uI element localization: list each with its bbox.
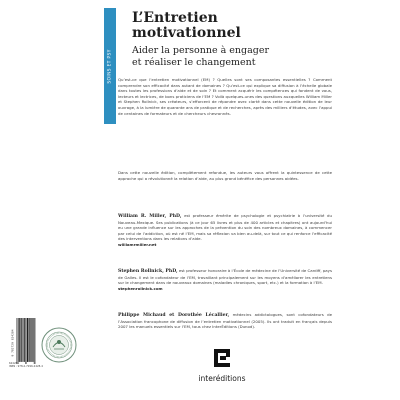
book-title-line-1: L’Entretien [132,10,218,26]
book-title-line-2: motivationnel [132,25,241,41]
author-name: Philippe Michaud et Dorothée Lécallier, [118,313,230,318]
description-paragraph-2: Dans cette nouvelle édition, complètement refondue, les auteurs vous offrent la quintessence de cette approche qui a révolutionné la relation d’aide, au plus grand bénéfice des personnes aidées. [118,170,332,181]
collection-label: SOINS ET PSY [107,48,113,84]
author-bio-text: est professeur émérite de psychologie et psychiatrie à l’université du Nouveau-Mexique. Ses publications (à ce jour 65 livres et plus de 400 articles et chapitres) ont aujourd’hui eu une grande influence sur les approches de la prévention du soin des nombreux domaines, à commencer par celui de l’addiction, où est né l’EM, mais sa réflexion va bien au-delà, sur tout ce qui renforce l’efficacité des interventions dans les relations d’aide. [118,213,332,242]
book-title [132,11,372,41]
description-paragraph-1: Qu’est-ce que l’entretien motivationnel (EM) ? Quelles sont ses composantes essentielles ? Comment comprendre son efficacité dans autant de domaines ? Qu’est-ce qui explique sa diffusion à l’échelle globale dans toutes les professions d’aide et de soin ? Et comment acquérir les compétences qui fondent de vous, lecteurs et lectrices, de bons praticiens de l’EM ? Voilà quelques-unes des questions auxquelles William Miller et Stephen Rollnick, ses créateurs, s’efforcent de répondre avec clarté dans cette nouvelle édition de leur ouvrage, à la lumière de quarante ans de pratique et de recherches, après des milliers d’études, avec l’appui de centaines de formateurs et de chercheurs chevronnés. [118,77,332,116]
barcode-code: 624284 [9,362,19,365]
author-bio-miller [118,213,332,248]
author-bio-text: est professeur honoraire à l’École de médecine de l’Université de Cardiff, pays de Galles. Il est le cofondateur de l’EM, travaillant principalement sur les moyens d’améliorer les entretiens sur le changement dans de nouveaux domaines (maladies chroniques, sport, etc.) et la formation à l’EM. [118,268,333,286]
book-subtitle-line-1: Aider la personne à engager [132,45,270,56]
collection-label-wrap [104,8,116,124]
book-subtitle-line-2: et réaliser le changement [132,57,256,68]
barcode-digits: 9 782729 624284 [11,329,15,357]
publisher-name: interéditions [198,374,246,383]
author-name: William R. Miller, PhD, [118,214,182,219]
association-seal-icon [41,327,77,363]
author-website-link[interactable]: stephenrollnick.com [118,285,163,291]
book-subtitle [132,45,372,69]
author-bio-translators [118,312,332,330]
publisher-logo-icon [213,348,231,368]
author-website-link[interactable]: williamrmiller.net [118,241,157,247]
isbn-text: ISBN : 978-2-7296-2428-4 [9,365,43,369]
barcode-image [16,318,36,364]
author-bio-text: médecins addictologues, sont cofondateurs de l’Association francophone de diffusion de l’entretien motivationnel (2005). Ils ont traduit en français depuis 2007 les manuels essentiels sur l’EM, tous chez InterÉditions (Dunod). [118,312,333,330]
author-name: Stephen Rollnick, PhD, [118,269,178,274]
author-bio-rollnick [118,268,332,291]
